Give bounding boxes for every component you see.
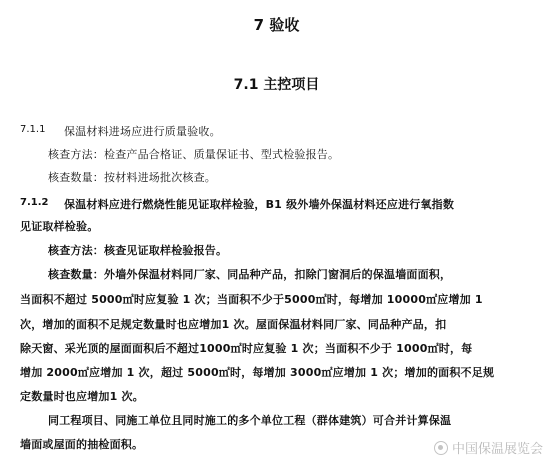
clause-712-number: 7.1.2 — [20, 197, 49, 208]
clause-712-line-9: 定数量时也应增加1 次。 — [20, 390, 144, 403]
clause-711-check-method: 核查方法：检查产品合格证、质量保证书、型式检验报告。 — [48, 148, 340, 161]
clause-712-line-6: 次，增加的面积不足规定数量时也应增加1 次。屋面保温材料同厂家、同品种产品，扣 — [20, 318, 447, 331]
watermark-logo-icon — [434, 441, 448, 455]
clause-712-line-11: 墙面或屋面的抽检面积。 — [20, 438, 144, 451]
clause-711-check-quantity: 核查数量：按材料进场批次核查。 — [48, 171, 216, 184]
clause-712-line-8: 增加 2000㎡应增加 1 次，超过 5000㎡时，每增加 3000㎡应增加 1 次；增加的面积不足规 — [20, 366, 495, 379]
chapter-title: 7 验收 — [253, 16, 300, 34]
clause-712-line-1: 保温材料应进行燃烧性能见证取样检验，B1 级外墙外保温材料还应进行氧指数 — [64, 198, 455, 211]
watermark — [434, 438, 543, 457]
clause-712-line-3: 核查方法：核查见证取样检验报告。 — [48, 244, 228, 257]
section-title: 7.1 主控项目 — [233, 77, 320, 93]
clause-712-line-7: 除天窗、采光顶的屋面面积后不超过1000㎡时应复验 1 次；当面积不少于 1000㎡时，每 — [20, 342, 473, 355]
clause-712-line-5: 当面积不超过 5000㎡时应复验 1 次；当面积不少于5000㎡时，每增加 10000㎡应增加 1 — [20, 293, 483, 306]
watermark-text: 中国保温展览会 — [451, 442, 543, 457]
clause-711-text: 保温材料进场应进行质量验收。 — [64, 125, 221, 138]
clause-712-line-4: 核查数量：外墙外保温材料同厂家、同品种产品，扣除门窗洞后的保温墙面面积， — [48, 268, 452, 281]
clause-711-number: 7.1.1 — [20, 124, 46, 135]
clause-712-line-10: 同工程项目、同施工单位且同时施工的多个单位工程（群体建筑）可合并计算保温 — [48, 414, 452, 427]
clause-712-line-2: 见证取样检验。 — [20, 220, 99, 233]
